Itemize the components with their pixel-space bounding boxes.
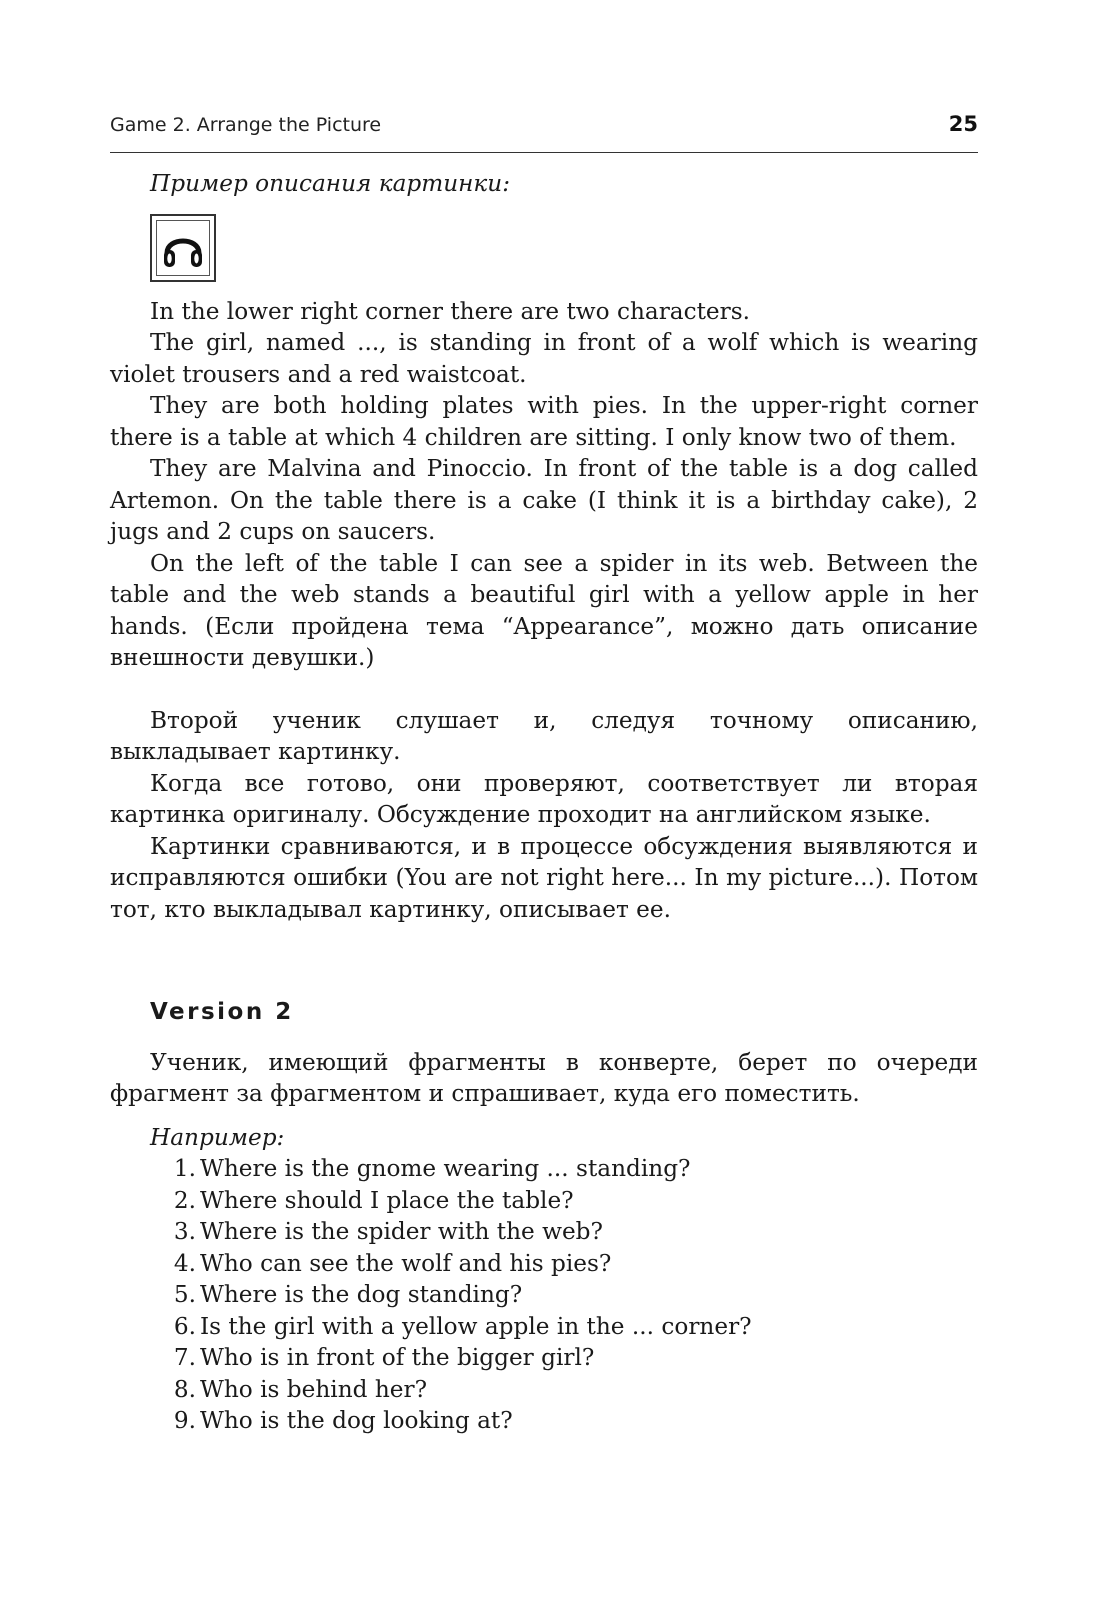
page-number: 25 xyxy=(948,112,978,136)
running-title: Game 2. Arrange the Picture xyxy=(110,114,382,136)
page-content xyxy=(110,168,978,1437)
example-questions-label: Например: xyxy=(150,1123,285,1151)
procedure-paragraph-1: Второй ученик слушает и, следуя точному описанию, выкладывает картинку. xyxy=(110,706,978,765)
headphones-icon xyxy=(160,225,206,271)
description-paragraph-3: They are both holding plates with pies. In the upper-right corner there is a table at which 4 children are sitting. I only know two of them. xyxy=(110,392,978,451)
list-item: 5. Where is the dog standing? xyxy=(173,1281,523,1308)
list-item: 2. Where should I place the table? xyxy=(173,1186,574,1214)
procedure-paragraph-3: Картинки сравниваются, и в процессе обсуждения выявляются и исправляются ошибки (You are not right here... In my picture...). Потом тот, кто выкладывал картинку, описывает ее. xyxy=(110,832,978,923)
procedure-paragraph-2: Когда все готово, они проверяют, соответствует ли вторая картинка оригиналу. Обсуждение проходит на английском языке. xyxy=(110,769,978,828)
description-paragraph-2: The girl, named ..., is standing in front of a wolf which is wearing violet trousers and a red waistcoat. xyxy=(110,329,978,388)
list-item: 7. Who is in front of the bigger girl? xyxy=(173,1344,595,1371)
description-paragraph-4: They are Malvina and Pinoccio. In front of the table is a dog called Artemon. On the table there is a cake (I think it is a birthday cake), 2 jugs and 2 cups on saucers. xyxy=(110,455,978,545)
question-list xyxy=(110,1153,978,1437)
list-item: 3. Where is the spider with the web? xyxy=(173,1218,603,1245)
example-description-label: Пример описания картинки: xyxy=(150,170,511,197)
list-item: 4. Who can see the wolf and his pies? xyxy=(173,1249,612,1277)
page-header xyxy=(110,112,978,153)
description-paragraph-1: In the lower right corner there are two characters. xyxy=(150,297,750,325)
list-item: 8. Who is behind her? xyxy=(173,1375,428,1403)
list-item: 9. Who is the dog looking at? xyxy=(173,1407,513,1434)
list-item: 6. Is the girl with a yellow apple in the ... corner? xyxy=(173,1312,752,1340)
section-heading-version-2: Version 2 xyxy=(150,999,294,1025)
description-paragraph-5: On the left of the table I can see a spider in its web. Between the table and the web stands a beautiful girl with a yellow apple in her hands. (Если пройдена тема “Appearance”, можно дать описание внешности девушки.) xyxy=(110,549,978,671)
list-item: 1. Where is the gnome wearing ... standing? xyxy=(173,1155,691,1182)
version2-intro: Ученик, имеющий фрагменты в конверте, берет по очереди фрагмент за фрагментом и спрашивает, куда его поместить. xyxy=(110,1048,978,1107)
audio-marker xyxy=(150,214,216,282)
